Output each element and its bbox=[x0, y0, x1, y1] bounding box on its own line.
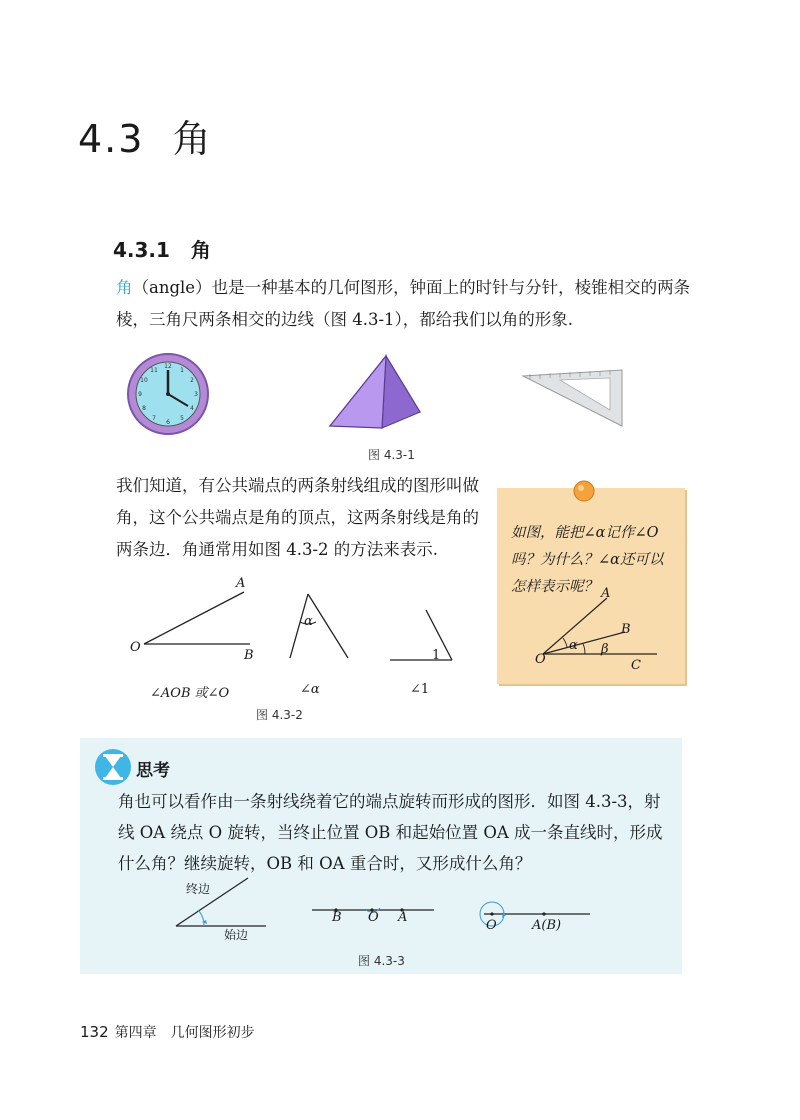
term-highlight: 角 bbox=[116, 278, 133, 297]
think-text: 角也可以看作由一条射线绕着它的端点旋转而形成的图形．如图 4.3-3，射线 OA 绕点 O 旋转，当终止位置 OB 和起始位置 OA 成一条直线时，形成什么角？继续旋转，OB 和 OA 重合时，又形成什么角？ bbox=[118, 792, 663, 873]
angle-name-aob: ∠AOB 或∠O bbox=[150, 686, 230, 701]
label-alpha: α bbox=[304, 614, 313, 629]
section-number: 4.3 bbox=[78, 117, 145, 161]
subsection-number: 4.3.1 bbox=[113, 238, 170, 262]
note-label-b: B bbox=[621, 622, 631, 637]
triangle-ruler-icon bbox=[523, 370, 622, 426]
figure-4-3-1 bbox=[120, 350, 640, 440]
pyramid-icon bbox=[330, 356, 420, 428]
svg-text:1: 1 bbox=[180, 367, 184, 374]
fig3-label-o2: O bbox=[486, 918, 497, 933]
pushpin-icon bbox=[569, 476, 599, 506]
chapter-name: 第四章 几何图形初步 bbox=[114, 1025, 255, 1041]
svg-text:7: 7 bbox=[152, 415, 156, 422]
svg-text:9: 9 bbox=[138, 391, 142, 398]
subsection-title bbox=[113, 234, 211, 263]
fig3-label-ab: A(B) bbox=[532, 918, 562, 933]
section-name: 角 bbox=[172, 117, 213, 161]
label-a: A bbox=[236, 576, 246, 591]
think-title: 思考 bbox=[136, 761, 170, 781]
svg-text:6: 6 bbox=[166, 419, 170, 426]
note-label-o: O bbox=[535, 652, 546, 667]
note-label-alpha: α bbox=[569, 638, 578, 653]
sticky-note bbox=[497, 488, 685, 684]
svg-text:8: 8 bbox=[142, 405, 146, 412]
svg-text:4: 4 bbox=[190, 405, 194, 412]
ray-oa bbox=[144, 592, 244, 644]
svg-text:5: 5 bbox=[180, 415, 184, 422]
figure-4-3-2-caption: 图 4.3-2 bbox=[256, 708, 303, 722]
svg-text:2: 2 bbox=[190, 377, 194, 384]
label-start-side: 始边 bbox=[224, 928, 249, 942]
fig3-label-a: A bbox=[398, 910, 408, 925]
figure-4-3-3-caption: 图 4.3-3 bbox=[358, 954, 405, 968]
label-b: B bbox=[244, 648, 254, 663]
clock-icon bbox=[128, 354, 208, 434]
figure-4-3-2 bbox=[120, 572, 470, 668]
svg-text:11: 11 bbox=[150, 367, 158, 374]
note-label-c: C bbox=[631, 658, 641, 673]
fig3-label-b: B bbox=[332, 910, 342, 925]
intro-text: （angle）也是一种基本的几何图形，钟面上的时针与分针，棱锥相交的两条棱，三角尺两条相交的边线（图 4.3-1），都给我们以角的形象. bbox=[116, 278, 691, 329]
note-label-beta: β bbox=[601, 642, 609, 657]
intro-paragraph bbox=[116, 272, 696, 336]
note-label-a: A bbox=[601, 586, 611, 601]
ray-alpha-right bbox=[308, 594, 348, 658]
figure-4-3-1-caption: 图 4.3-1 bbox=[368, 448, 415, 462]
subsection-name: 角 bbox=[190, 238, 211, 262]
definition-paragraph: 我们知道，有公共端点的两条射线组成的图形叫做角，这个公共端点是角的顶点，这两条射线是角的两条边．角通常用如图 4.3-2 的方法来表示. bbox=[116, 476, 479, 559]
note-question: 如图，能把∠α记作∠O 吗？为什么？∠α还可以怎样表示呢？ bbox=[511, 525, 664, 595]
svg-text:10: 10 bbox=[140, 377, 148, 384]
fig3-label-o: O bbox=[368, 910, 379, 925]
section-title bbox=[78, 108, 213, 163]
label-end-side: 终边 bbox=[186, 882, 211, 896]
svg-text:3: 3 bbox=[194, 391, 198, 398]
svg-text:12: 12 bbox=[164, 363, 172, 370]
label-1: 1 bbox=[432, 648, 441, 663]
label-o: O bbox=[130, 640, 141, 655]
hourglass-icon bbox=[94, 748, 132, 786]
think-box bbox=[80, 738, 682, 974]
page-footer bbox=[80, 1022, 255, 1042]
page-number: 132 bbox=[80, 1023, 109, 1041]
angle-name-1: ∠1 bbox=[410, 682, 430, 697]
angle-name-alpha: ∠α bbox=[300, 682, 320, 697]
